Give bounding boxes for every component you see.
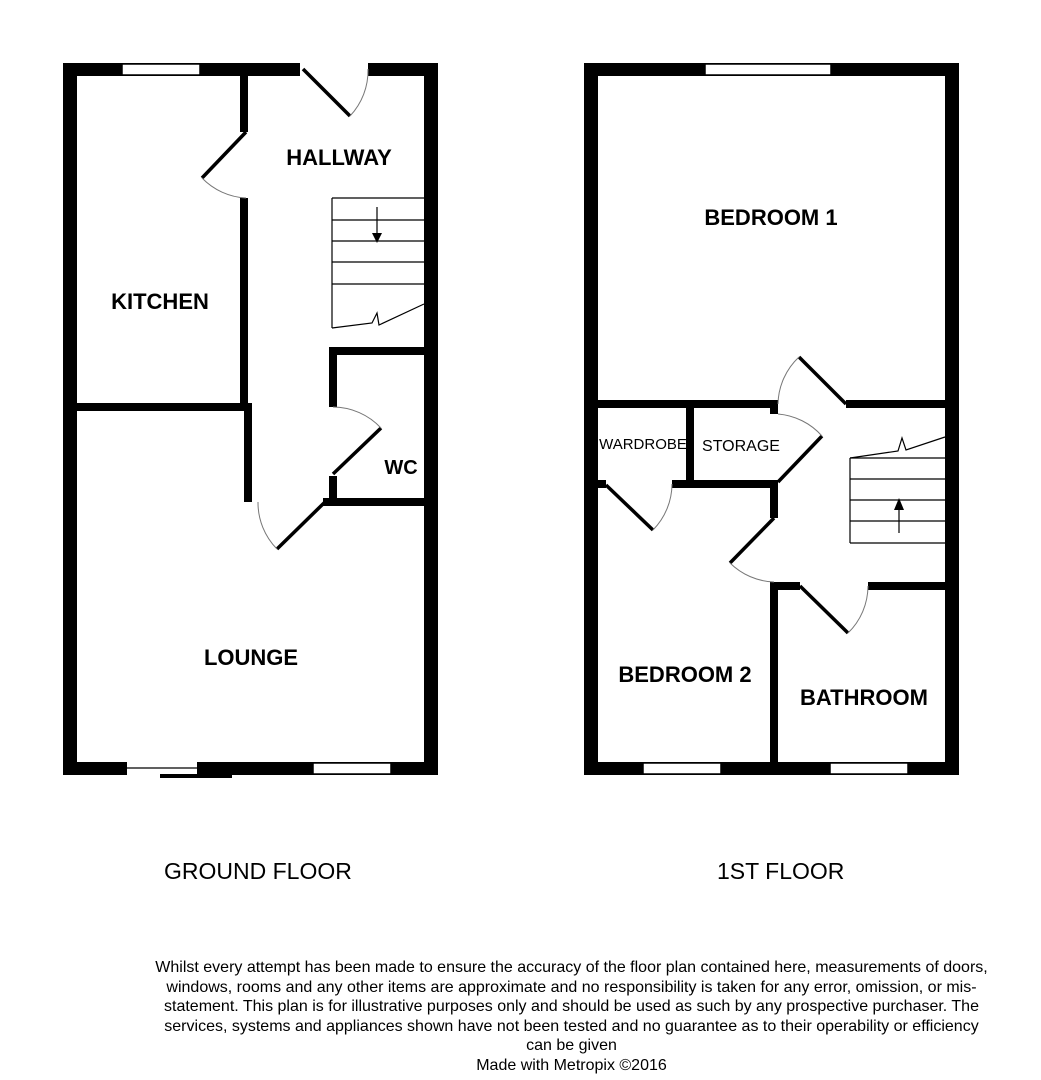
room-label-lounge: LOUNGE	[203, 645, 299, 670]
bedroom-2-window	[643, 763, 721, 774]
disclaimer	[150, 958, 993, 1075]
storage-wall-stub	[770, 400, 778, 414]
storage-wall-bottom	[672, 480, 778, 488]
bedroom-2-door	[730, 518, 774, 582]
wc-door	[333, 407, 381, 474]
room-label-hallway: HALLWAY	[286, 145, 392, 170]
ground-floor-title: GROUND FLOOR	[164, 858, 352, 884]
wardrobe-door	[606, 484, 672, 530]
ground-floor-stairs	[332, 198, 424, 328]
ground-outer-wall-bottom-left	[63, 762, 127, 775]
wc-wall-left-upper	[329, 347, 337, 407]
bathroom-door	[800, 586, 868, 633]
kitchen-lounge-wall	[77, 403, 248, 411]
room-label-kitchen: KITCHEN	[111, 289, 209, 314]
bathroom-window	[830, 763, 908, 774]
room-label-wardrobe: WARDROBE	[599, 436, 687, 453]
bedroom-1-wall-right	[846, 400, 945, 408]
room-label-bedroom-1: BEDROOM 1	[704, 205, 838, 230]
front-door	[303, 69, 368, 116]
wardrobe-wall-stub	[598, 480, 606, 488]
disclaimer-text: Whilst every attempt has been made to ensure the accuracy of the floor plan contained here, measurements of doors, windows, rooms and any other items are approximate and no responsibility is taken for any error, omission, or mis-statement. This plan is for illustrative purposes only and should be used as such by any prospective purchaser. The services, systems and appliances shown have not been tested and no guarantee as to their operability or efficiency can be given	[155, 959, 988, 1054]
bathroom-wall-top-right	[868, 582, 945, 590]
metropix-credit: Made with Metropix ©2016	[476, 1056, 667, 1074]
room-label-storage: STORAGE	[702, 438, 780, 455]
room-label-bedroom-2: BEDROOM 2	[618, 662, 752, 687]
room-label-bathroom: BATHROOM	[800, 685, 928, 710]
wardrobe-storage-divider	[686, 408, 694, 488]
lounge-window	[313, 763, 391, 774]
first-outer-wall-right	[945, 63, 959, 775]
kitchen-wall-upper	[240, 76, 248, 132]
first-floor-title: 1ST FLOOR	[717, 858, 845, 884]
wc-wall-top	[329, 347, 424, 355]
lounge-door	[258, 502, 325, 549]
bedroom-1-wall-left	[598, 400, 776, 408]
patio-sliding-door	[160, 774, 232, 778]
room-label-wc: WC	[384, 457, 418, 479]
ground-outer-wall-left	[63, 63, 77, 775]
bedroom-2-bathroom-wall	[770, 582, 778, 762]
kitchen-door	[202, 132, 246, 198]
ground-outer-wall-right	[424, 63, 438, 775]
ground-outer-wall-top-right	[368, 63, 438, 76]
wc-wall-bottom	[323, 498, 424, 506]
landing-wall-upper	[770, 480, 778, 518]
bedroom-1-window	[705, 64, 831, 75]
first-floor-stairs	[850, 437, 945, 543]
first-outer-wall-left	[584, 63, 598, 775]
bedroom-1-door	[778, 357, 846, 404]
ground-floor-plan	[63, 63, 438, 778]
kitchen-window	[122, 64, 200, 75]
bathroom-wall-top-left	[770, 582, 800, 590]
first-floor-plan	[584, 63, 959, 775]
hallway-wall-left	[244, 403, 252, 502]
storage-door	[778, 414, 822, 482]
kitchen-wall-lower	[240, 198, 248, 410]
